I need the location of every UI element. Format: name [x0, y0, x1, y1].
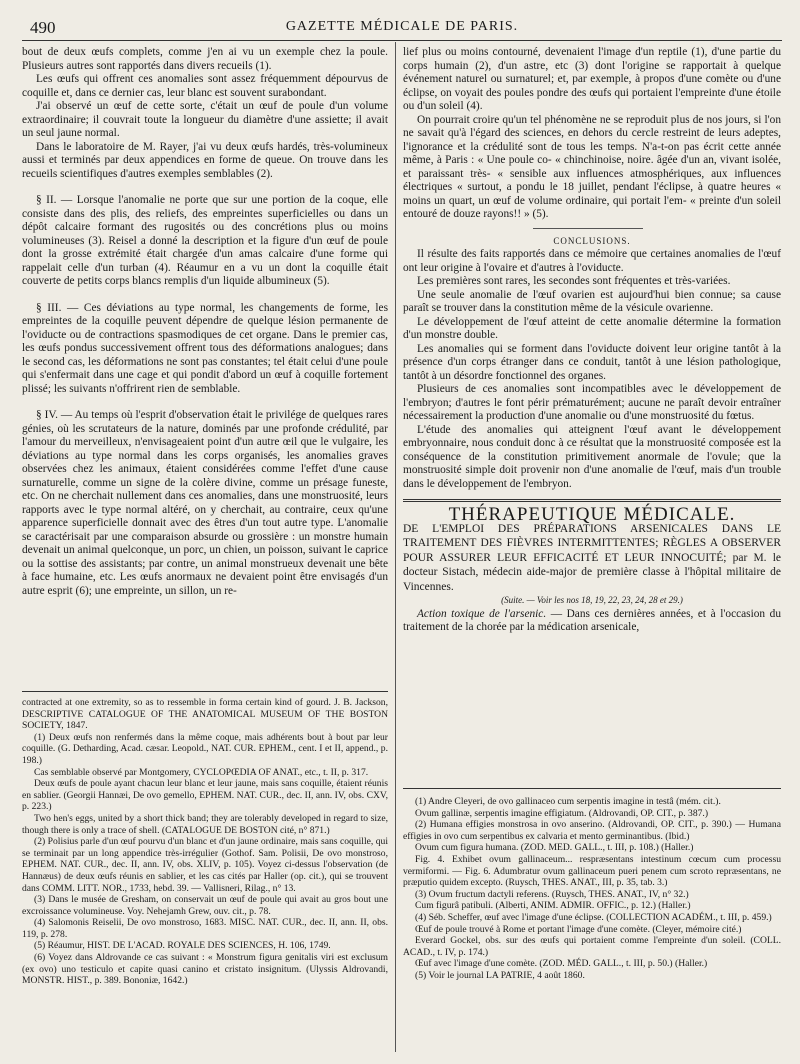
column-divider: [395, 42, 396, 1052]
article-title-author: par M. le docteur Sistach, médecin aide-major de première classe à l'hôpital militaire de Vincennes.: [403, 551, 781, 593]
footnote: Cum figurâ patibuli. (Alberti, ANIM. ADMIR. OFFIC., p. 12.) (Haller.): [415, 900, 691, 912]
footnote: Cas semblable observé par Montgomery, CYCLOPŒDIA OF ANAT., etc., t. II, p. 317.: [34, 766, 369, 778]
footnote-rule-left: [22, 691, 388, 692]
double-rule: [403, 499, 781, 502]
right-column: [403, 46, 781, 635]
header-rule: [22, 40, 782, 41]
paragraph: lief plus ou moins contourné, devenaient l'image d'un reptile (1), d'une partie du corps humain (2), d'un astre, etc (3) dont l'origine se rapportait à quelque événement naturel ou surnaturel; et, par exemple, à propos d'une comète ou d'une éclipse, on voyait des poules pondre des œufs qui portaient l'empreinte d'une étoile ou d'un soleil (4).: [403, 46, 781, 112]
footnote: (4) Salomonis Reiselii, De ovo monstroso, 1683. MISC. NAT. CUR., dec. II, ann. II, obs. 119, p. 278.: [22, 917, 388, 940]
conclusions-heading: CONCLUSIONS.: [553, 235, 631, 246]
section-3: § III. — Ces déviations au type normal, les changements de forme, les empreintes de la coquille peuvent dépendre de quelque lésion permanente de l'oviducte ou de contractions spasmodiques de cet organe. Dans le premier cas, les œufs pondus successivement offrent tous des déformations analogues; dans le second cas, les déformations ne sont pas constantes; tel était celui d'une poule qui s'enfermait dans une cage et qui pondit d'abord un œuf à coquille fortement plissé; les suivants n'offrirent rien de semblable.: [22, 301, 388, 395]
footnote: contracted at one extremity, so as to ressemble in forma certain kind of gourd. J. B. Jackson, DESCRIPTIVE CATALOGUE OF THE ANATOMICAL MUSEUM OF THE BOSTON SOCIETY, 1847.: [22, 697, 388, 732]
article-intro-text: — Dans ces dernières années, et à l'occasion du traitement de la chorée par la médication arsenicale,: [403, 607, 781, 633]
footnote: Ovum cum figura humana. (ZOD. MED. GALL., t. III, p. 108.) (Haller.): [415, 842, 694, 854]
paragraph: J'ai observé un œuf de cette sorte, c'était un œuf de poule d'un volume extraordinaire; il couvrait toute la longueur du diamètre d'une assiette; il avait un seul jaune normal.: [22, 100, 388, 139]
article-intro: [403, 608, 781, 635]
page-header: [22, 18, 782, 38]
footnote: Œuf avec l'image d'une comète. (ZOD. MÉD. GALL., t. III, p. 50.) (Haller.): [415, 958, 708, 970]
footnote: (5) Réaumur, HIST. DE L'ACAD. ROYALE DES SCIENCES, H. 106, 1749.: [34, 940, 331, 952]
article-title: [403, 522, 781, 595]
footnote: (2) Humana effigies monstrosa in ovo anserino. (Aldrovandi, OP. CIT., p. 390.) — Humana effigies in ovo cum serpentibus ex calvaria et mento germinantibus. (Ibid.): [403, 819, 781, 842]
conclusion: Le développement de l'œuf atteint de cette anomalie détermine la formation d'un monstre double.: [403, 315, 781, 341]
conclusion: Les anomalies qui se forment dans l'oviducte doivent leur origine tantôt à la présence d'un corps étranger dans ce conduit, tantôt à une lésion pathologique, tantôt à un désordre fonctionnel des organes.: [403, 342, 781, 382]
footnote: Two hen's eggs, united by a short thick band; they are tolerably developed in regard to size, though there is only a trace of shell. (CATALOGUE DE BOSTON cité, n° 871.): [22, 812, 388, 836]
footnote-rule-right: [403, 788, 781, 789]
conclusion: Il résulte des faits rapportés dans ce mémoire que certaines anomalies de l'œuf ont leur origine à l'ovaire et d'autres à l'oviducte.: [403, 248, 781, 274]
footnote: Deux œufs de poule ayant chacun leur blanc et leur jaune, mais sans coquille, étaient réunis en sablier. (Georgii Hannæi, De ovo gemello, EPHEM. NAT. CUR., dec. II, ann. IV, obs. CXV, p. 223.): [22, 778, 388, 813]
footnote: (1) Andre Cleyeri, de ovo gallinaceo cum serpentis imagine in testâ (mém. cit.).: [415, 796, 721, 807]
conclusion: Une seule anomalie de l'œuf ovarien est aujourd'hui bien connue; sa cause paraît se trouver dans la constitution même de la vésicule ovarienne.: [403, 288, 781, 314]
conclusion: Les premières sont rares, les secondes sont fréquentes et très-variées.: [417, 275, 731, 287]
paragraph: bout de deux œufs complets, comme j'en ai vu un exemple chez la poule. Plusieurs autres sont rapportés dans divers recueils (1).: [22, 46, 388, 72]
footnote: (3) Ovum fructum dactyli referens. (Ruysch, THES. ANAT., IV, n° 32.): [415, 888, 689, 900]
footnote: Fig. 4. Exhibet ovum gallinaceum... respræsentans intestinum cœcum cum processu vermiformi. — Fig. 6. Adumbratur ovum gallinaceum pueri penem cum scroto repræsentans, ne præputio quidem excepto. (Ruysch, THES. ANAT., III, p. 35, tab. 3.): [403, 853, 781, 889]
suite-note: (Suite. — Voir les nos 18, 19, 22, 23, 24, 28 et 29.): [501, 595, 683, 605]
page-number: 490: [30, 18, 56, 37]
footnote: (2) Polisius parle d'un œuf pourvu d'un blanc et d'un jaune ordinaire, mais sans coquille, qui se terminait par un long appendice très-irrégulier (Gothof. Sam. Polisii, De ovo monstroso, EPHEM. NAT. CUR., dec. II, ann. IV, obs. XLIV, p. 105). Voyez ci-dessus l'observation (de Hannæus) de deux œufs réunis en sablier, et les cas cités par Haller (op. cit.), qui se trouvent dans COMM. LITT. NOR., 1733, hebd. 39. — Vallisneri, Rilag., n° 13.: [22, 836, 388, 894]
footnote: (4) Séb. Scheffer, œuf avec l'image d'une éclipse. (COLLECTION ACADÉM., t. III, p. 459.): [415, 911, 772, 923]
section-2: § II. — Lorsque l'anomalie ne porte que sur une portion de la coque, elle consiste dans des plis, des reliefs, des empreintes superficielles ou dans un dépôt calcaire formant des rugosités ou des concrétions plus ou moins volumineuses (3). Reisel a donné la description et la figure d'un œuf de poule dont la grosse extrémité était chargée d'un amas calcaire d'une forme qui rappelait celle d'un turban (4). Réaumur en a vu un dont la coquille était couverte de petits corps blancs remplis d'un liquide albumineux (5).: [22, 194, 388, 287]
footnote: (6) Voyez dans Aldrovande ce cas suivant : « Monstrum figura genitalis viri est exclusum (ex ovo) uno testiculo et capite quasi canino et cristato insignitum. (Ulyssis Aldrovandi, MONSTR. HIST., p. 389. Bononiæ, 1642.): [22, 952, 388, 987]
conclusion: Plusieurs de ces anomalies sont incompatibles avec le développement de l'embryon; d'autres le font périr prématurément; aucune ne paraît devoir entraîner nécessairement la production d'une anomalie ou d'une monstruosité du fœtus.: [403, 383, 781, 422]
short-rule: [533, 228, 643, 229]
journal-title: GAZETTE MÉDICALE DE PARIS.: [285, 19, 519, 34]
conclusion: L'étude des anomalies qui atteignent l'œuf avant le développement embryonnaire, nous conduit donc à ce résultat que la monstruosité composée est la conséquence de la constitution primitivement anormale de l'ovule; que la monstruosité simple doit provenir non d'une anomalie de l'œuf, mais d'un trouble dans le développement de l'embryon.: [403, 423, 781, 490]
footnote: (1) Deux œufs non renfermés dans la même coque, mais adhérents bout à bout par leur coquille. (G. Detharding, Acad. cæsar. Leopold., NAT. CUR. EPHEM., cent. I et II, append., p. 198.): [22, 731, 388, 766]
footnote: Œuf de poule trouvé à Rome et portant l'image d'une comète. (Cleyer, mémoire cité.): [415, 923, 742, 935]
paragraph: Les œufs qui offrent ces anomalies sont assez fréquemment dépourvus de coquille et, dans ce dernier cas, leur blanc est souvent surabondant.: [22, 73, 388, 99]
paragraph: On pourrait croire qu'un tel phénomène ne se reproduit plus de nos jours, si l'on ne savait qu'à l'égard des sciences, en dehors du cercle restreint de leurs adeptes, l'ignorance et la crédulité sont de tous les temps. N'a-t-on pas écrit cette année même, à Paris : « Une poule co- « chinchinoise, noire. âgée d'un an, vivant isolée, et paraissant très- « sensible aux influences atmosphériques, aux influences électriques « surtout, a pondu le 18 juillet, pendant l'éclipse, à quatre heures « moins un quart, un œuf de volume ordinaire, qui portait l'em- « preinte d'un soleil entouré de douze rayons!! » (5).: [403, 113, 781, 220]
footnote: (3) Dans le musée de Gresham, on conservait un œuf de poule qui avait au gros bout une excroissance volumineuse. Voy. Nehejamh Grew, ouv. cit., p. 78.: [22, 894, 388, 917]
article-title-caps: DE L'EMPLOI DES PRÉPARATIONS ARSENICALES DANS LE TRAITEMENT DES FIÈVRES INTERMITTENTES; RÈGLES A OBSERVER POUR ASSURER LEUR EFFICACITÉ ET LEUR INNOCUITÉ;: [403, 522, 781, 564]
paragraph: Dans le laboratoire de M. Rayer, j'ai vu deux œufs hardés, très-volumineux aussi et terminés par deux appendices en forme de queue. On trouve dans les recueils scientifiques d'autres exemples semblables (2).: [22, 140, 388, 180]
article-intro-heading: Action toxique de l'arsenic.: [417, 607, 547, 620]
right-footnotes: [403, 796, 781, 982]
footnote: Ovum gallinæ, serpentis imagine effigiatum. (Aldrovandi, OP. CIT., p. 387.): [415, 807, 709, 819]
section-4: § IV. — Au temps où l'esprit d'observation était le privilége de quelques rares génies, où les scrutateurs de la nature, dominés par une profonde crédulité, par l'amour du merveilleux, n'envisageaient point d'un autre œil que le vulgaire, les déviations au type normal dans les corps organisés, les anomalies graves observées chez les animaux, étaient considérées comme l'effet d'une cause surnaturelle, comme un signe de la colère divine, comme un présage funeste, etc. On ne cherchait nullement dans ces anomalies, dans une monstruosité, leurs rapports avec le type normal altéré, on y cherchait, au contraire, ceux qu'une apparence superficielle donnait avec des êtres d'un tout autre type. L'anomalie se caractérisait par une comparaison absurde ou grossière : un monstre humain devenait un animal quelconque, un porc, un chien, un poisson, suivant le caprice ou la sottise des assistants; par contre, un animal monstrueux devenait une bête à face humaine, etc. Les œufs anormaux ne devaient point être envisagés d'un autre esprit (6); une empreinte, un sillon, un re-: [22, 409, 388, 597]
section-title: THÉRAPEUTIQUE MÉDICALE.: [448, 504, 736, 525]
footnote: (5) Voir le journal LA PATRIE, 4 août 1860.: [415, 969, 585, 981]
left-column: [22, 46, 388, 598]
footnote: Everard Gockel, obs. sur des œufs qui portaient comme l'empreinte d'un soleil. (COLL. ACAD., t. IV, p. 174.): [403, 935, 781, 958]
left-footnotes: [22, 697, 388, 987]
